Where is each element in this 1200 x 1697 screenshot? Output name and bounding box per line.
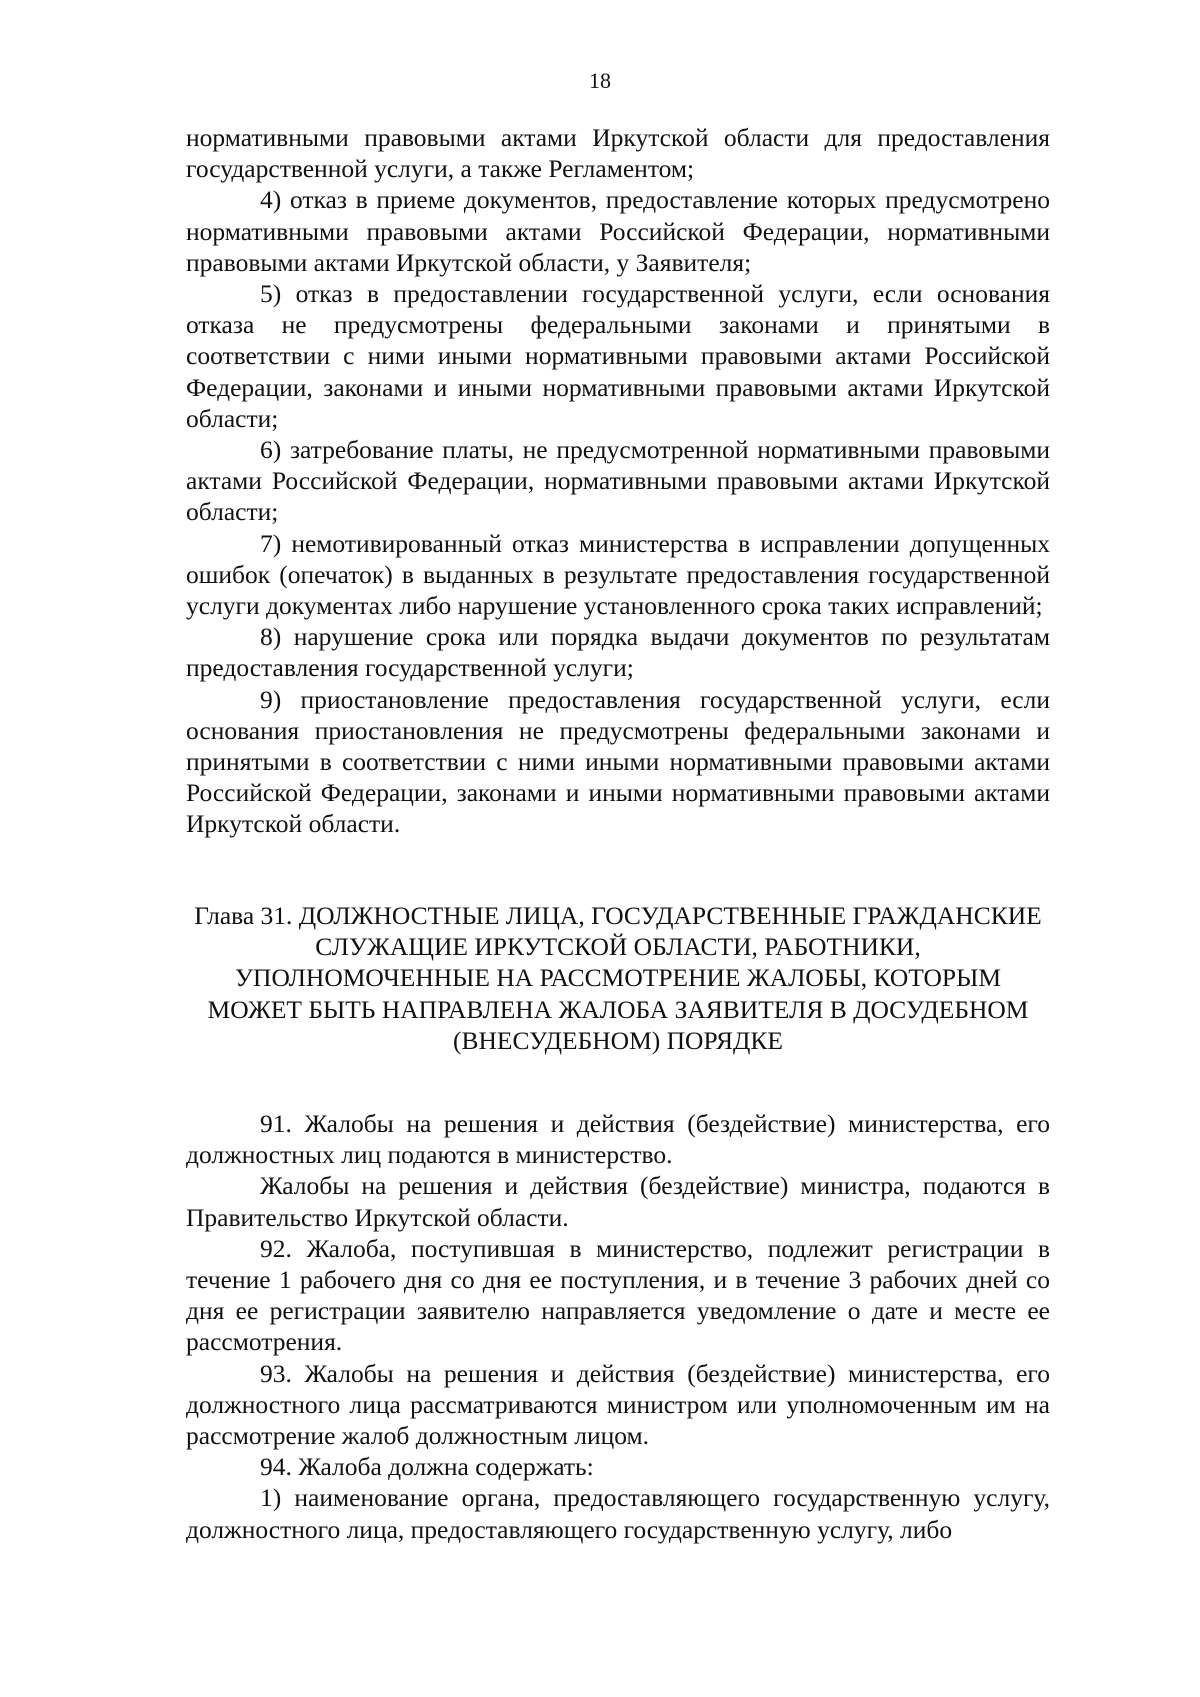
list-item-9: 9) приостановление предоставления государственной услуги, если основания приостановления не предусмотрены федеральными законами и принятыми в соответствии с ними иными нормативными правовыми актами Российской Федерации, законами и иными нормативными правовыми актами Иркутской области. (186, 684, 1050, 839)
list-item-4: 4) отказ в приеме документов, предоставление которых предусмотрено нормативными правовыми актами Российской Федерации, нормативными правовыми актами Иркутской области, у Заявителя; (186, 185, 1050, 277)
text-block-top (186, 122, 1050, 840)
paragraph-94: 94. Жалоба должна содержать: (260, 1452, 594, 1482)
paragraph-93: 93. Жалобы на решения и действия (бездействие) министерства, его должностного лица рассматриваются министром или уполномоченным им на рассмотрение жалоб должностным лицом. (186, 1358, 1050, 1451)
list-item-5: 5) отказ в предоставлении государственной услуги, если основания отказа не предусмотрены федеральными законами и принятыми в соответствии с ними иными нормативными правовыми актами Российской Федерации, законами и иными нормативными правовыми актами Иркутской области; (186, 279, 1050, 433)
paragraph-continuation: нормативными правовыми актами Иркутской области для предоставления государственной услуги, а также Регламентом; (186, 123, 1050, 184)
paragraph-91-minister: Жалобы на решения и действия (бездействие) министра, подаются в Правительство Иркутской области. (186, 1171, 1050, 1232)
list-item-6: 6) затребование платы, не предусмотренной нормативными правовыми актами Российской Федерации, нормативными правовыми актами Иркутской области; (186, 435, 1050, 527)
chapter-heading: Глава 31. ДОЛЖНОСТНЫЕ ЛИЦА, ГОСУДАРСТВЕННЫЕ ГРАЖДАНСКИЕ СЛУЖАЩИЕ ИРКУТСКОЙ ОБЛАСТИ, РАБОТНИКИ, УПОЛНОМОЧЕННЫЕ НА РАССМОТРЕНИЕ ЖАЛОБЫ, КОТОРЫМ МОЖЕТ БЫТЬ НАПРАВЛЕНА ЖАЛОБА ЗАЯВИТЕЛЯ В ДОСУДЕБНОМ (ВНЕСУДЕБНОМ) ПОРЯДКЕ (194, 901, 1042, 1055)
list-item-8: 8) нарушение срока или порядка выдачи документов по результатам предоставления государственной услуги; (186, 622, 1050, 683)
list-item-7: 7) немотивированный отказ министерства в исправлении допущенных ошибок (опечаток) в выданных в результате предоставления государственной услуги документах либо нарушение установленного срока таких исправлений; (186, 528, 1050, 621)
paragraph-92: 92. Жалоба, поступившая в министерство, подлежит регистрации в течение 1 рабочего дня со дня ее поступления, и в течение 3 рабочих дней со дня ее регистрации заявителю направляется уведомление о дате и месте ее рассмотрения. (186, 1233, 1050, 1357)
paragraph-94-item-1: 1) наименование органа, предоставляющего государственную услугу, должностного лица, предоставляющего государственную услугу, либо (186, 1483, 1050, 1544)
text-block-bottom (186, 1108, 1050, 1545)
page-number: 18 (589, 68, 611, 93)
paragraph-91: 91. Жалобы на решения и действия (бездействие) министерства, его должностных лиц подаются в министерство. (186, 1109, 1050, 1170)
